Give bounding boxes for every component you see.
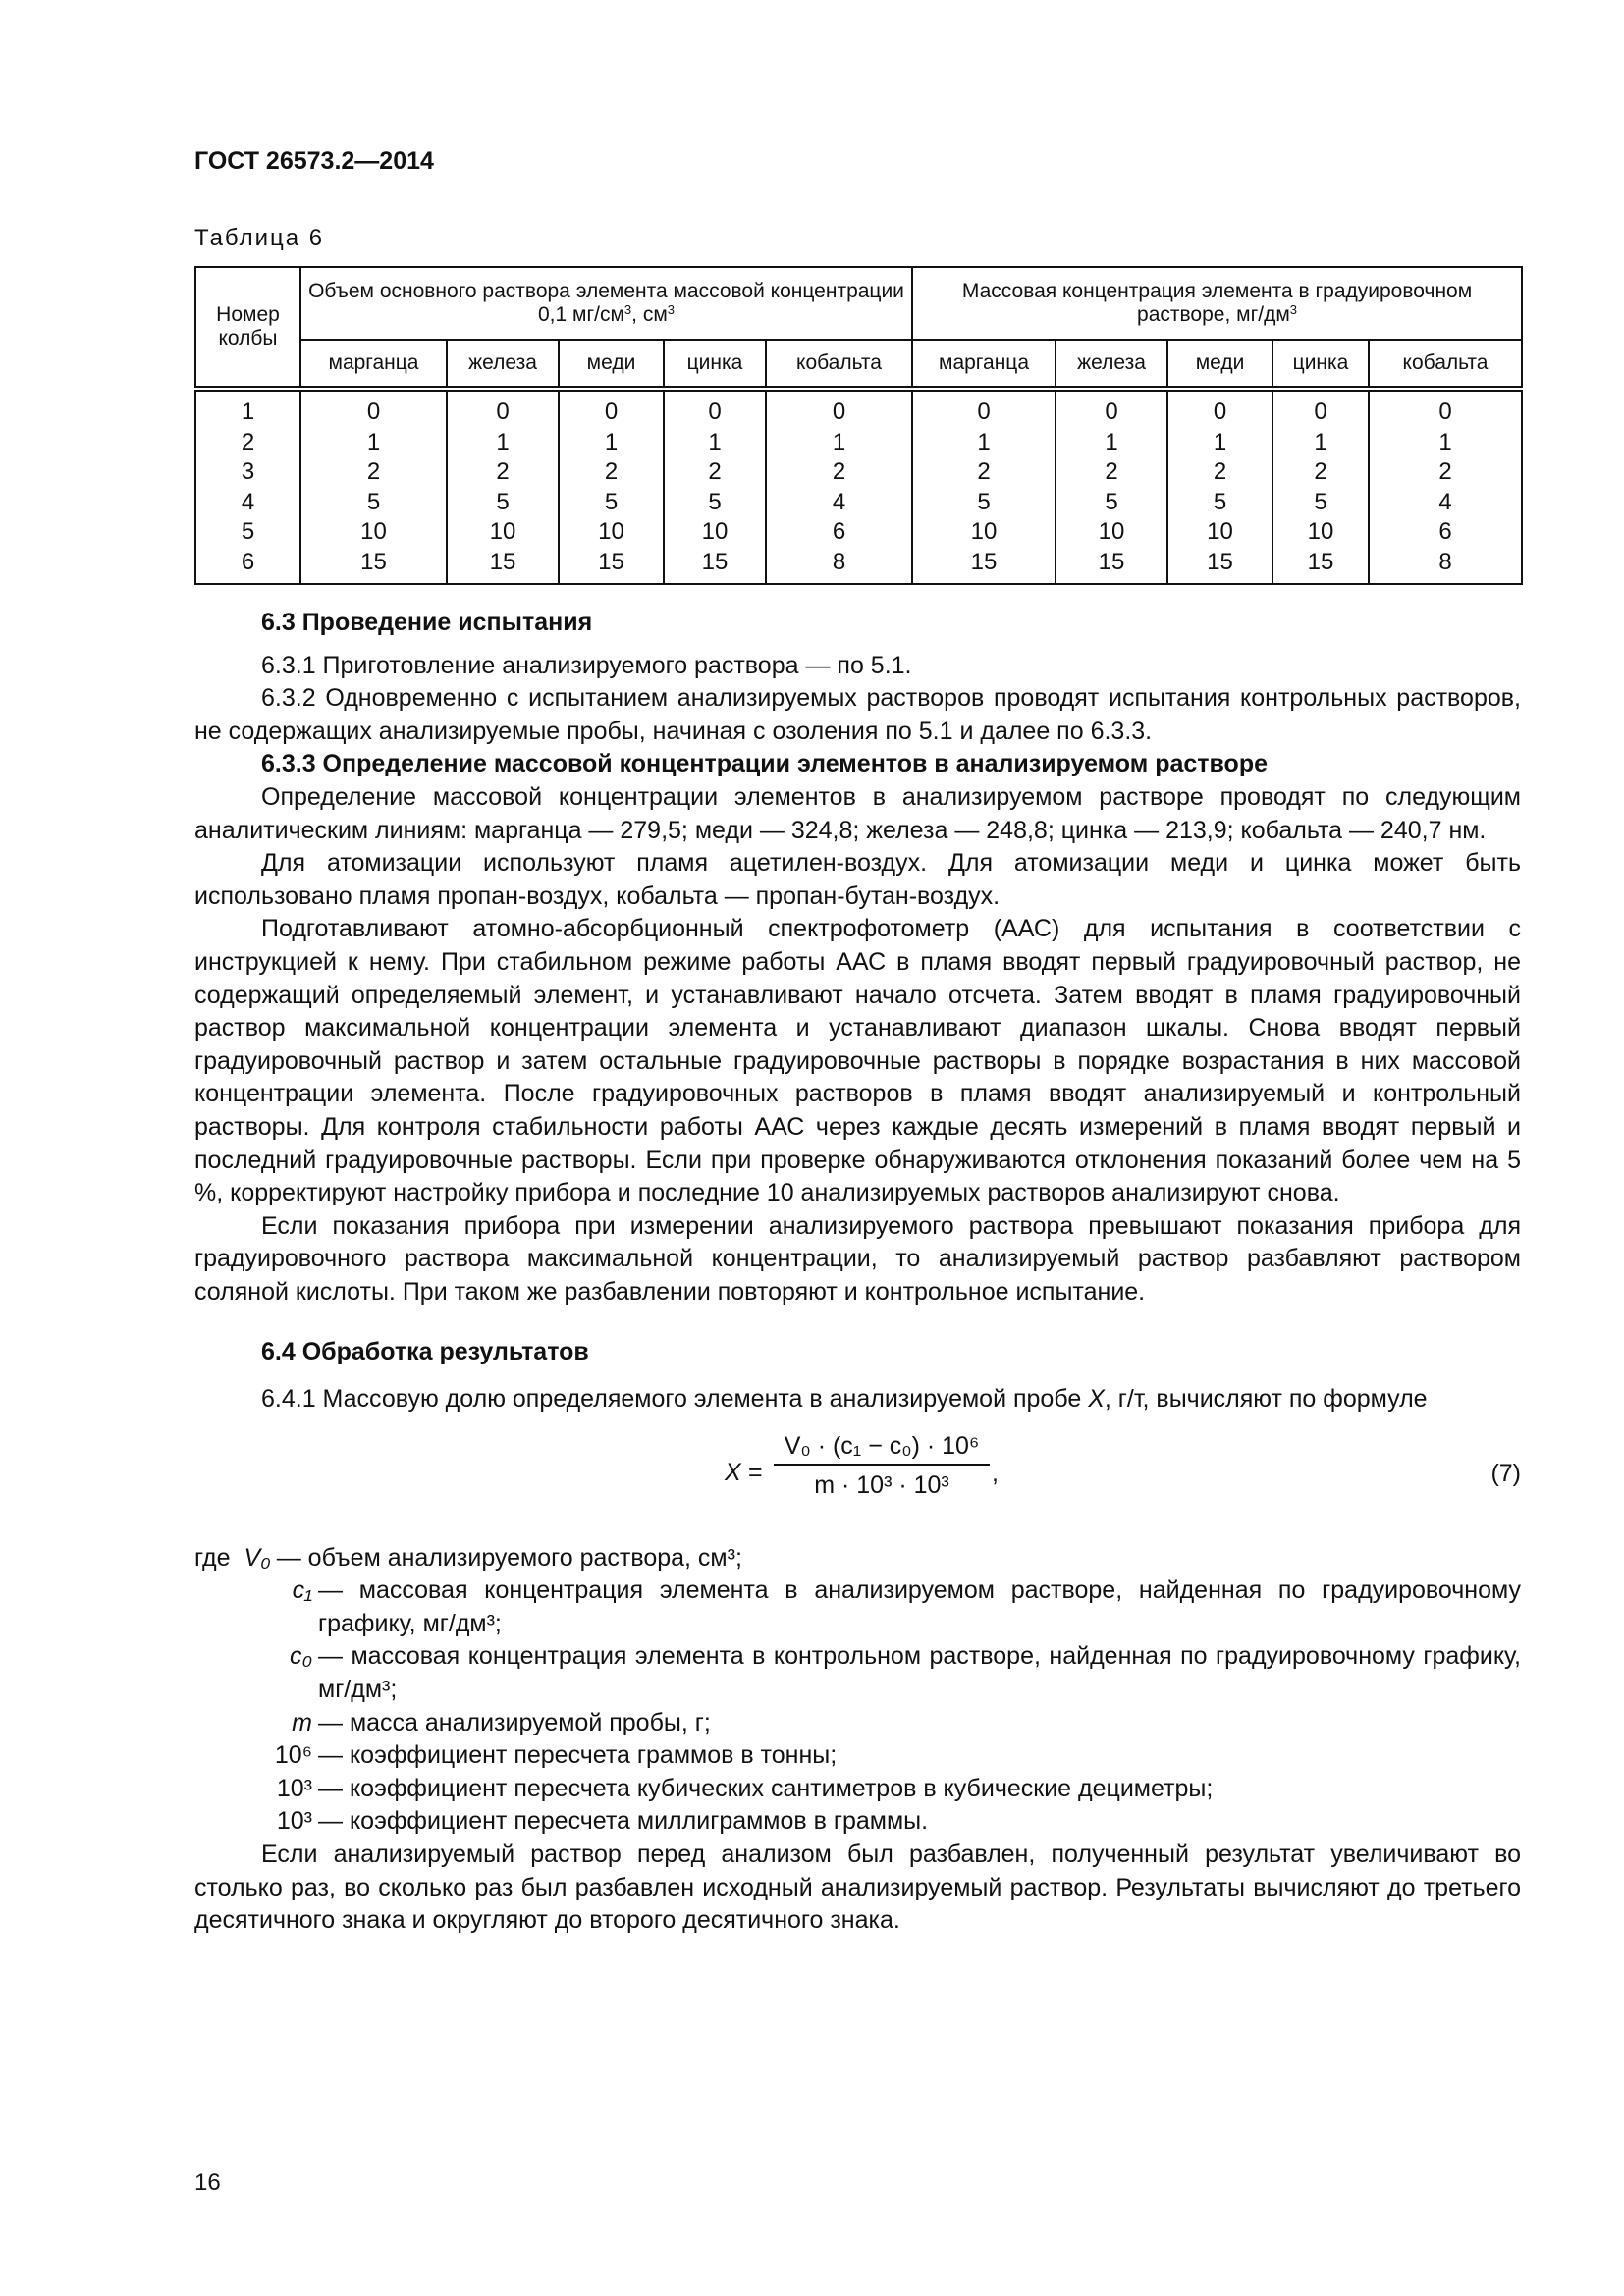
definition-text: — коэффициент пересчета граммов в тонны; [318,1741,838,1770]
table-cell: 10 [1098,518,1125,545]
definition-symbol: m [292,1708,312,1736]
definition-item [194,1773,1521,1806]
table-cell: 2 [241,428,255,455]
table-column-cells [912,389,1056,584]
table-cell: 4 [1438,488,1452,515]
definition-item [194,1805,1521,1839]
table-cell: 8 [832,548,846,575]
formula-number: (7) [1490,1459,1521,1487]
table-cell: 5 [366,488,381,515]
table-cell: 15 [598,548,624,575]
table-cell: 10 [701,518,729,545]
table-cell: 15 [360,548,387,575]
paragraph: Для атомизации используют пламя ацетилен-воздух. Для атомизации меди и цинка может быть использовано пламя пропан-воздух, кобальта — пропан-бутан-воздух. [194,849,1521,910]
definition-symbol: 10⁶ [274,1741,312,1770]
table-cell: 5 [1314,488,1327,515]
definition-symbol: V₀ [244,1543,271,1572]
definition-text: — массовая концентрация элемента в контрольном растворе, найденная по градуировочному графику, мг/дм³; [318,1642,1521,1704]
table-cell: 0 [1438,399,1452,425]
col-header-element: кобальта [766,340,912,389]
col-group-volume: Объем основного раствора элемента массовой концентрации 0,1 $мг/см^3$, $см^3$ [300,267,912,340]
col-header-element: цинка [664,340,766,389]
table-cell: 10 [1307,518,1334,545]
definition-text: — объем анализируемого раствора, см³; [276,1543,742,1572]
table-cell: 2 [1438,458,1452,485]
table-cell: 10 [970,518,998,545]
table-cell: 1 [708,428,722,455]
paragraph: 6.3.1 Приготовление анализируемого раствора — по 5.1. [261,651,912,679]
table-cell: 0 [977,399,991,425]
standard-header: ГОСТ 26573.2—2014 [194,147,434,175]
definition-text: — массовая концентрация элемента в анализируемом растворе, найденная по градуировочному графику, мг/дм³; [318,1576,1521,1637]
table-cell: 10 [598,518,624,545]
table-cell: 6 [241,548,255,575]
formula-7 [194,1424,1521,1532]
table-caption: Таблица 6 [194,225,325,251]
document-page [194,147,1521,1938]
definition-item [194,1640,1521,1706]
table-cell: 2 [366,458,381,485]
col-header-element: кобальта [1369,340,1522,389]
table-cell: 1 [604,428,619,455]
table-column-cells [447,389,559,584]
table-cell: 0 [604,399,619,425]
section-6-4-title: 6.4 Обработка результатов [261,1338,589,1366]
definition-text: — масса анализируемой пробы, г; [318,1708,711,1736]
table-cell: 1 [496,428,510,455]
definition-symbol: 10³ [276,1774,312,1802]
table-cell: 1 [1105,428,1118,455]
definition-text: — коэффициент пересчета миллиграммов в граммы. [318,1807,929,1836]
table-cell: 5 [1105,488,1118,515]
paragraph: Определение массовой концентрации элементов в анализируемом растворе проводят по следующим аналитическим линиям: марганца — 279,5; меди — 324,8; железа — 248,8; цинка — 213,9; кобальта — 240,7 нм. [194,782,1521,844]
table-cell: 2 [977,458,991,485]
definition-text: — коэффициент пересчета кубических сантиметров в кубические дециметры; [318,1774,1214,1802]
table-cell: 15 [1098,548,1125,575]
table-cell: 1 [832,428,846,455]
table-cell: 5 [241,518,255,545]
table-cell: 15 [1307,548,1334,575]
table-column-cells [1369,389,1522,584]
col-header-element: железа [1056,340,1167,389]
definition-item [194,1542,1521,1575]
col-header-element: марганца [300,340,447,389]
table-cell: 2 [1314,458,1327,485]
paragraph: Подготавливают атомно-абсорбционный спектрофотометр (ААС) для испытания в соответствии с инструкцией к нему. При стабильном режиме работы ААС в пламя вводят первый градуировочный раствор, не содержащий определяемый элемент, и устанавливают начало отсчета. Затем вводят в пламя градуировочный раствор максимальной концентрации элемента и устанавливают диапазон шкалы. Снова вводят первый градуировочный раствор и затем остальные градуировочные растворы в порядке возрастания в них массовой концентрации элемента. После градуировочных растворов в пламя вводят анализируемый и контрольный растворы. Для контроля стабильности работы ААС через каждые десять измерений в пламя вводят первый и последний градуировочные растворы. Если при проверке обнаруживаются отклонения показаний более чем на 5 %, корректируют настройку прибора и последние 10 анализируемых растворов анализируют снова. [194,915,1521,1207]
table-cell: 10 [360,518,387,545]
col-header-element: железа [447,340,559,389]
table-column-cells [766,389,912,584]
definition-item [194,1739,1521,1773]
definition-symbol: c₀ [289,1642,312,1671]
table-cell: 6 [1438,518,1452,545]
table-cell: 2 [832,458,846,485]
table-cell: 0 [1213,399,1227,425]
table-cell: 1 [977,428,991,455]
col-header-number: Номер колбы [195,267,300,389]
table-column-cells [300,389,447,584]
table-cell: 10 [489,518,516,545]
table-cell: 1 [1438,428,1452,455]
table-cell: 15 [970,548,998,575]
paragraph: 6.3.2 Одновременно с испытанием анализируемых растворов проводят испытания контрольных растворов, не содержащих анализируемые пробы, начиная с озоления по 5.1 и далее по 6.3.3. [194,684,1521,745]
where-label: где [194,1543,231,1572]
paragraph: 6.4.1 Массовую долю определяемого элемента в анализируемой пробе X, г/т, вычисляют по формуле [261,1385,1428,1414]
table-column-cells [1167,389,1272,584]
table-cell: 1 [1213,428,1227,455]
table-cell: 5 [708,488,722,515]
col-group-concentration: Массовая концентрация элемента в градуировочном растворе, $мг/дм^3$ [912,267,1522,340]
variable-definitions [194,1542,1521,1839]
table-cell: 0 [366,399,381,425]
formula-fraction [774,1424,990,1505]
definition-item [194,1575,1521,1640]
table-cell: 0 [496,399,510,425]
col-header-element: марганца [912,340,1056,389]
page-number: 16 [194,2169,221,2196]
table-cell: 2 [1213,458,1227,485]
table-cell: 1 [366,428,381,455]
col-header-element: цинка [1272,340,1369,389]
table-cell: 15 [1207,548,1233,575]
table-cell: 15 [489,548,516,575]
formula-lhs: X = [725,1458,763,1486]
subsection-title: 6.3.3 Определение массовой концентрации элементов в анализируемом растворе [261,750,1268,778]
table-column-cells [1272,389,1369,584]
formula-denominator: m · 10³ · 10³ [814,1470,949,1499]
table-cell: 8 [1438,548,1452,575]
paragraph: Если анализируемый раствор перед анализом был разбавлен, полученный результат увеличивают во столько раз, во сколько раз был разбавлен исходный анализируемый раствор. Результаты вычисляют до третьего десятичного знака и округляют до второго десятичного знака. [194,1841,1521,1935]
table-cell: 5 [604,488,619,515]
formula-comma: , [992,1459,999,1487]
table-cell: 6 [832,518,846,545]
calibration-table [194,266,1523,585]
table-cell: 0 [1105,399,1118,425]
table-cell: 15 [701,548,729,575]
table-cell: 10 [1207,518,1233,545]
table-cell: 4 [832,488,846,515]
section-6-3-title: 6.3 Проведение испытания [261,609,593,636]
formula-numerator: V₀ · (c₁ − c₀) · 10⁶ [774,1424,990,1466]
table-column-cells [559,389,664,584]
table-cell: 0 [832,399,846,425]
table-cell: 0 [708,399,722,425]
table-cell: 1 [241,399,255,425]
table-column-cells [664,389,766,584]
table-column-cells [195,389,300,584]
table-cell: 5 [977,488,991,515]
table-cell: 2 [604,458,619,485]
definition-item [194,1707,1521,1740]
table-cell: 3 [241,458,255,485]
table-cell: 1 [1314,428,1327,455]
table-cell: 2 [1105,458,1118,485]
definition-symbol: 10³ [276,1807,312,1836]
table-cell: 5 [496,488,510,515]
definition-symbol: c₁ [292,1576,312,1605]
table-column-cells [1056,389,1167,584]
table-cell: 2 [708,458,722,485]
paragraph: Если показания прибора при измерении анализируемого раствора превышают показания прибора для градуировочного раствора максимальной концентрации, то анализируемый раствор разбавляют раствором соляной кислоты. При таком же разбавлении повторяют и контрольное испытание. [194,1211,1521,1306]
table-cell: 2 [496,458,510,485]
table-cell: 4 [241,488,255,515]
col-header-element: меди [559,340,664,389]
table-cell: 5 [1213,488,1227,515]
col-header-element: меди [1167,340,1272,389]
table-cell: 0 [1314,399,1327,425]
